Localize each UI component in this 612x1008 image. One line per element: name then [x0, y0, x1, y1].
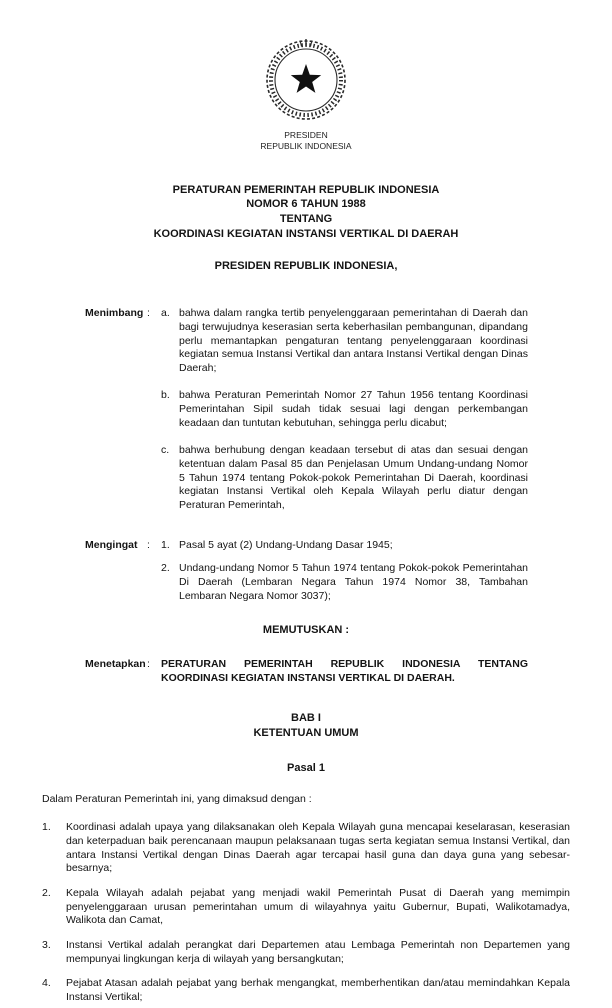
memutuskan-heading: MEMUTUSKAN : — [262, 624, 350, 637]
preamble-line: PRESIDEN REPUBLIK INDONESIA, — [214, 259, 398, 272]
pasal1-list — [42, 821, 570, 1004]
mengingat-body — [161, 539, 528, 604]
item-text: Undang-undang Nomor 5 Tahun 1974 tentang Pokok-pokok Pemerintahan Di Daerah (Lembaran Negara Tahun 1974 Nomor 38, Tambahan Lembaran Negara Nomor 3037); — [179, 562, 528, 602]
item-text: Kepala Wilayah adalah pejabat yang menjadi wakil Pemerintah Pusat di Daerah yang memimpin penyelenggaraan urusan pemerintahan umum di wilayahnya yaitu Gubernur, Bupati, Walikotamadya, Walikota dan Camat, — [66, 887, 570, 927]
pasal1-intro: Dalam Peraturan Pemerintah ini, yang dimaksud dengan : — [42, 792, 312, 805]
pasal1-item-2 — [42, 887, 570, 928]
org-name-block — [42, 130, 570, 153]
bab1-heading — [42, 711, 570, 741]
item-marker: 2. — [42, 887, 51, 899]
item-text: Pasal 5 ayat (2) Undang-Undang Dasar 1945; — [179, 538, 393, 551]
menimbang-item-c — [161, 444, 528, 512]
title-line-2: NOMOR 6 TAHUN 1988 — [246, 198, 366, 211]
title-line-3: TENTANG — [279, 213, 333, 226]
mengingat-section — [85, 539, 528, 604]
item-marker: c. — [161, 444, 170, 457]
menimbang-colon: : — [147, 307, 150, 320]
title-line-1: PERATURAN PEMERINTAH REPUBLIK INDONESIA — [172, 183, 440, 196]
document-title — [42, 183, 570, 242]
menetapkan-label: Menetapkan — [85, 657, 146, 670]
menimbang-item-a — [161, 307, 528, 375]
item-text: bahwa dalam rangka tertib penyelenggaraan pemerintahan di Daerah dan bagi terwujudnya keserasian serta keberhasilan pembangunan, dipandang perlu memantapkan pengaturan tentang penyelenggaraan koordinasi kegiatan semua Instansi Vertikal dan antara Instansi Vertikal dengan Dinas Daerah; — [179, 307, 528, 374]
emblem-wrap — [42, 38, 570, 153]
item-marker: 3. — [42, 938, 51, 951]
org-line-presiden: PRESIDEN — [284, 129, 328, 140]
item-text: Koordinasi adalah upaya yang dilaksanakan oleh Kepala Wilayah guna mencapai keselarasan, keserasian dan keterpaduan baik perencanaan maupun pelaksanaan tugas serta kegiatan semua Instansi Vertikal, dan antara Instansi Vertikal dengan Dinas Daerah agar tercapai hasil guna dan daya guna yang sebesar-besarnya; — [66, 821, 570, 875]
org-line-republik: REPUBLIK INDONESIA — [260, 141, 352, 152]
item-text: bahwa Peraturan Pemerintah Nomor 27 Tahun 1956 tentang Koordinasi Pemerintahan Sipil sudah tidak sesuai lagi dengan perkembangan keadaan dan tuntutan kebutuhan, sehingga perlu dicabut; — [179, 389, 528, 429]
item-text: Instansi Vertikal adalah perangkat dari Departemen atau Lembaga Pemerintah non Departemen yang mempunyai lingkungan kerja di wilayah yang bersangkutan; — [66, 938, 570, 965]
item-text: Pejabat Atasan adalah pejabat yang berhak mengangkat, memberhentikan dan/atau memindahkan Kepala Instansi Vertikal; — [66, 977, 570, 1003]
garuda-star-emblem-icon — [264, 38, 348, 122]
menimbang-item-b — [161, 389, 528, 430]
mengingat-colon: : — [147, 538, 150, 551]
pasal1-item-1 — [42, 821, 570, 876]
mengingat-item-2 — [161, 562, 528, 603]
bab1-subtitle: KETENTUAN UMUM — [253, 727, 359, 740]
item-marker: 2. — [161, 562, 170, 575]
item-marker: 4. — [42, 977, 51, 990]
menimbang-label: Menimbang — [85, 307, 144, 320]
pasal1-item-4 — [42, 977, 570, 1004]
menetapkan-text: PERATURAN PEMERINTAH REPUBLIK INDONESIA TENTANG KOORDINASI KEGIATAN INSTANSI VERTIKAL DI DAERAH. — [161, 657, 528, 684]
item-text: bahwa berhubung dengan keadaan tersebut di atas dan sesuai dengan ketentuan dalam Pasal 85 dan Penjelasan Umum Undang-undang Nomor 5 Tahun 1974 tentang Pokok-pokok Pemerintahan Di Daerah, koordinasi kegiatan Instansi Vertikal oleh Kepala Wilayah perlu diatur dengan Peraturan Pemerintah, — [179, 444, 528, 511]
mengingat-label: Mengingat — [85, 538, 138, 551]
item-marker: a. — [161, 307, 170, 320]
title-line-4: KOORDINASI KEGIATAN INSTANSI VERTIKAL DI DAERAH — [153, 228, 459, 241]
pasal1-heading: Pasal 1 — [287, 761, 325, 774]
mengingat-item-1 — [161, 539, 528, 553]
item-marker: b. — [161, 389, 170, 402]
menimbang-section — [85, 307, 528, 512]
menetapkan-section — [85, 658, 528, 685]
bab1-title: BAB I — [291, 712, 321, 725]
item-marker: 1. — [161, 538, 170, 551]
menetapkan-colon: : — [147, 657, 150, 670]
menimbang-body — [161, 307, 528, 512]
pasal1-item-3 — [42, 939, 570, 966]
item-marker: 1. — [42, 821, 51, 834]
